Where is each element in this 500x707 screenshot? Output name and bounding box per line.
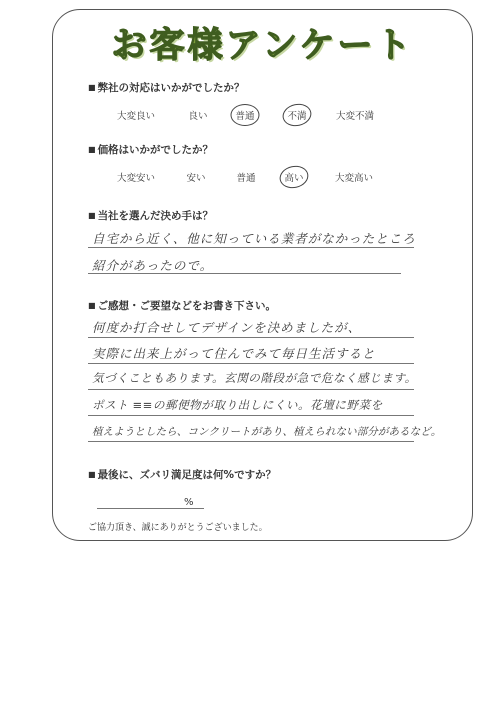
question-satisfaction: ■ 最後に、ズバリ満足度は何%ですか？ [88, 467, 276, 482]
option-very-expensive[interactable]: 大変高い [334, 173, 374, 184]
answer-rule [88, 363, 414, 364]
thanks-message: ご協力頂き、誠にありがとうございました。 [88, 523, 268, 533]
answer-rule [88, 415, 414, 416]
question-price: ■ 価格はいかがでしたか？ [88, 142, 213, 157]
option-normal[interactable]: 普通 [236, 173, 256, 184]
question-comments: ■ ご感想・ご要望などをお書き下さい。 [88, 298, 276, 313]
options-service [88, 108, 408, 126]
answer-comments-line-3: 気づくこともあります。玄関の階段が急で危なく感じます。 [92, 371, 417, 385]
options-price [88, 170, 408, 188]
option-good[interactable]: 良い [188, 111, 208, 122]
percent-unit: % [184, 497, 194, 508]
option-very-good[interactable]: 大変良い [116, 111, 156, 122]
option-normal-circled[interactable]: 普通 [235, 108, 254, 122]
answer-deciding-line-2: 紹介があったので。 [92, 258, 214, 273]
option-cheap[interactable]: 安い [186, 173, 206, 184]
survey-title: お客様アンケート [111, 26, 414, 66]
satisfaction-answer-line[interactable] [97, 508, 204, 509]
option-expensive-circled[interactable]: 高い [284, 170, 303, 184]
answer-comments-line-5: 植えようとしたら、コンクリートがあり、植えられない部分があるなど。 [92, 426, 442, 438]
answer-rule [88, 273, 401, 274]
answer-rule [88, 337, 414, 338]
answer-rule [88, 441, 414, 442]
answer-rule [88, 389, 414, 390]
option-very-cheap[interactable]: 大変安い [116, 173, 156, 184]
answer-comments-line-2: 実際に出来上がって住んでみて毎日生活すると [92, 346, 376, 361]
answer-rule [88, 247, 414, 248]
answer-comments-line-4: ポスト ≡≡の郵便物が取り出しにくい。花壇に野菜を [92, 398, 383, 412]
option-dissatisfied-circled[interactable]: 不満 [287, 108, 306, 122]
question-deciding-factor: ■ 当社を選んだ決め手は？ [88, 208, 213, 223]
option-very-dissatisfied[interactable]: 大変不満 [335, 111, 375, 122]
answer-deciding-line-1: 自宅から近く、他に知っている業者がなかったところ [92, 231, 416, 246]
answer-comments-line-1: 何度か打合せしてデザインを決めましたが、 [92, 320, 362, 335]
question-service: ■ 弊社の対応はいかがでしたか？ [88, 80, 245, 95]
